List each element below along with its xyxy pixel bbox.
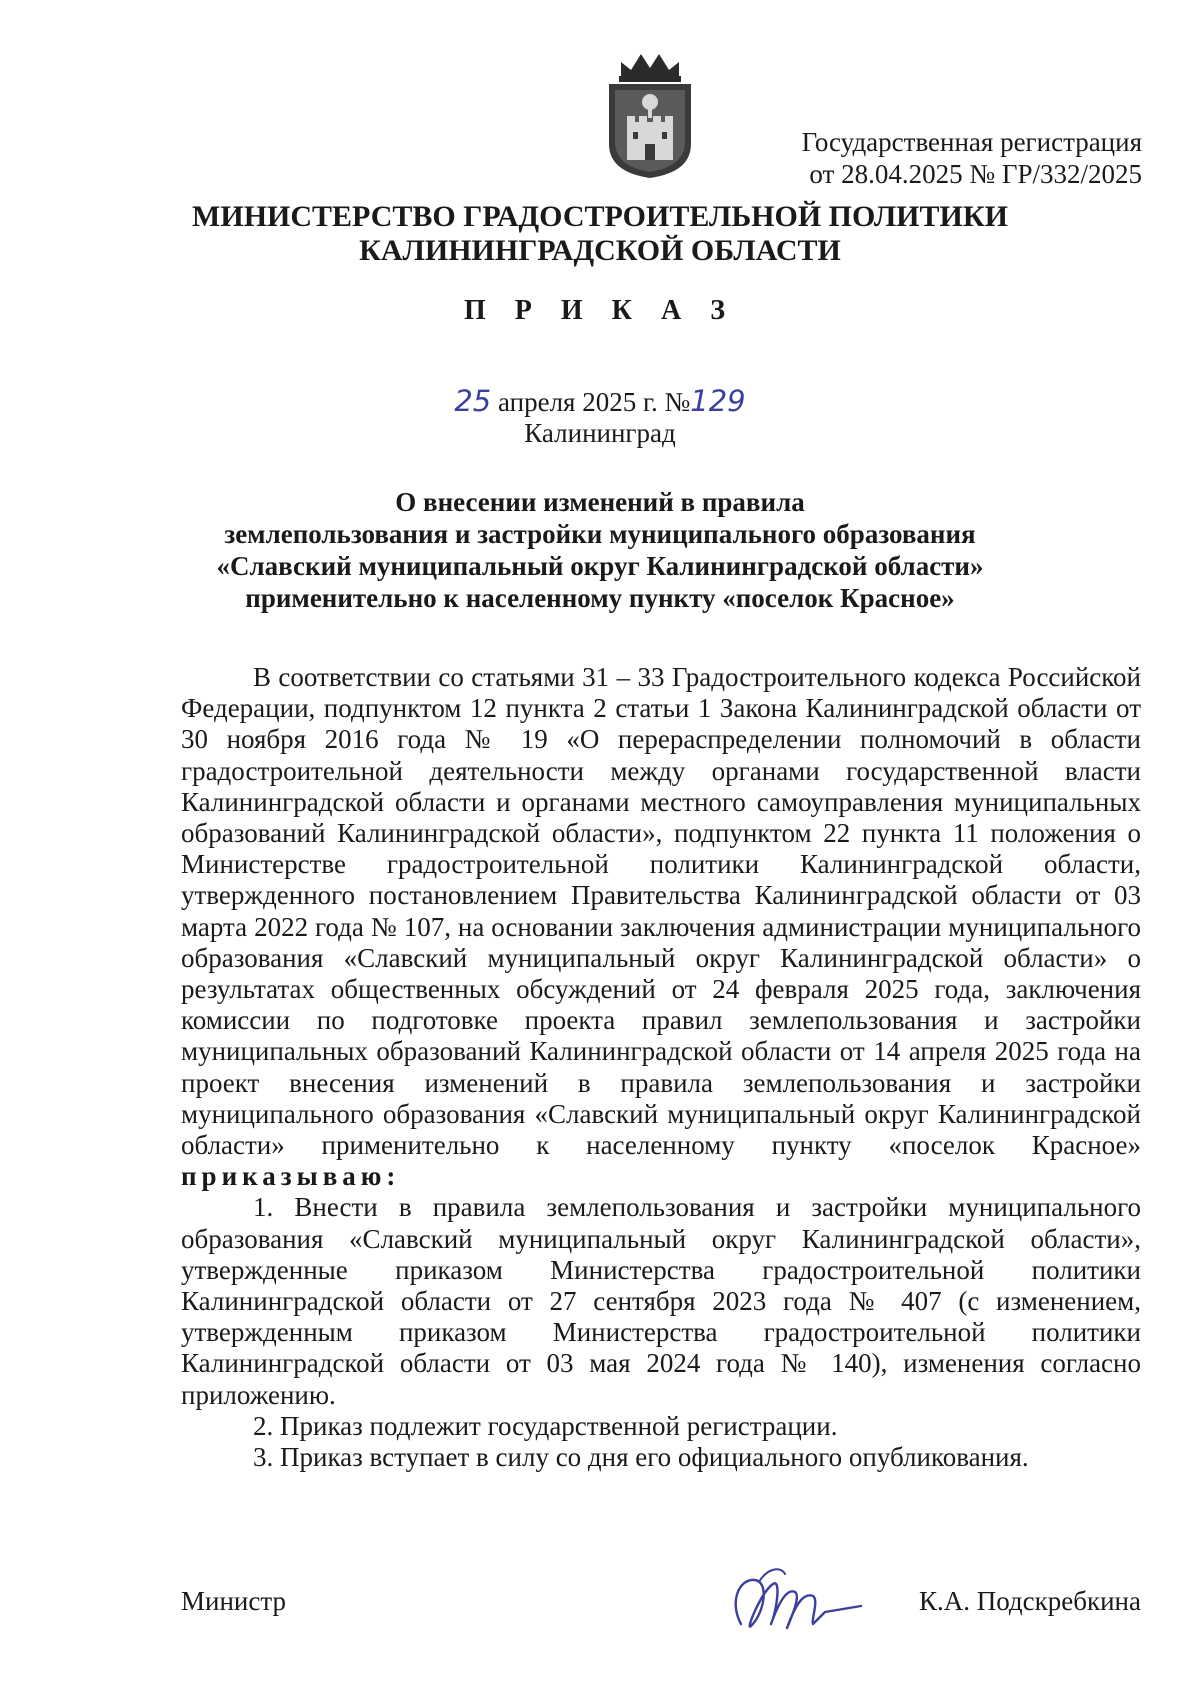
subject-line3: «Славский муниципальный округ Калининградской области»: [216, 551, 984, 581]
order-subject: [0, 486, 1200, 614]
subject-line2: землепользования и застройки муниципального образования: [224, 519, 976, 549]
order-item-2: 2. Приказ подлежит государственной регистрации.: [253, 1410, 838, 1441]
order-city: Калининград: [524, 418, 676, 448]
order-body: [181, 662, 1141, 1473]
registration-number: от 28.04.2025 № ГР/332/2025: [809, 159, 1142, 189]
order-word: приказываю:: [181, 1161, 401, 1192]
handwritten-number: 129: [690, 384, 746, 418]
signature-block: [181, 1570, 1141, 1650]
preamble-text: В соответствии со статьями 31 – 33 Градостроительного кодекса Российской Федерации, подпунктом 12 пункта 2 статьи 1 Закона Калининградской области от 30 ноября 2016 года № 19 «О перераспределении полномочий в области градостроительной деятельности между органами государственной власти Калининградской области и органами местного самоуправления муниципальных образований Калининградской области», подпунктом 22 пункта 11 положения о Министерстве градостроительной политики Калининградской области, утвержденного постановлением Правительства Калининградской области от 03 марта 2022 года № 107, на основании заключения администрации муниципального образования «Славский муниципальный округ Калининградской области» о результатах общественных обсуждений от 24 февраля 2025 года, заключения комиссии по подготовке проекта правил землепользования и застройки муниципальных образований Калининградской области от 14 апреля 2025 года на проект внесения изменений в правила землепользования и застройки муниципального образования «Славский муниципальный округ Калининградской области» применительно к населенному пункту «поселок Красное»: [181, 662, 1141, 1161]
registration-label: Государственная регистрация: [801, 127, 1142, 157]
subject-line4: применительно к населенному пункту «поселок Красное»: [245, 583, 955, 613]
subject-line1: О внесении изменений в правила: [395, 487, 805, 517]
order-item-3: 3. Приказ вступает в силу со дня его официального опубликования.: [253, 1442, 1029, 1473]
handwritten-day: 25: [454, 384, 492, 418]
ministry-header: [0, 200, 1200, 268]
order-month-year: апреля 2025 г. №: [491, 387, 691, 417]
order-date-line: [0, 385, 1200, 418]
signer-position: Министр: [181, 1586, 286, 1616]
document-type: П Р И К А З: [464, 295, 736, 326]
coat-of-arms-icon: [599, 48, 701, 180]
registration-stamp: [802, 126, 1142, 190]
preamble-paragraph: [181, 662, 1141, 1192]
order-item-1: 1. Внести в правила землепользования и застройки муниципального образования «Славский муниципальный округ Калининградской области», утвержденные приказом Министерства градостроительной политики Калининградской области от 27 сентября 2023 года № 407 (с изменением, утвержденным приказом Министерства градостроительной политики Калининградской области от 03 мая 2024 года № 140), изменения согласно приложению.: [181, 1192, 1141, 1410]
ministry-name-line2: КАЛИНИНГРАДСКОЙ ОБЛАСТИ: [359, 234, 841, 267]
ministry-name-line1: МИНИСТЕРСТВО ГРАДОСТРОИТЕЛЬНОЙ ПОЛИТИКИ: [192, 200, 1008, 233]
signer-name: К.А. Подскребкина: [918, 1586, 1141, 1616]
handwritten-signature: [721, 1562, 871, 1646]
